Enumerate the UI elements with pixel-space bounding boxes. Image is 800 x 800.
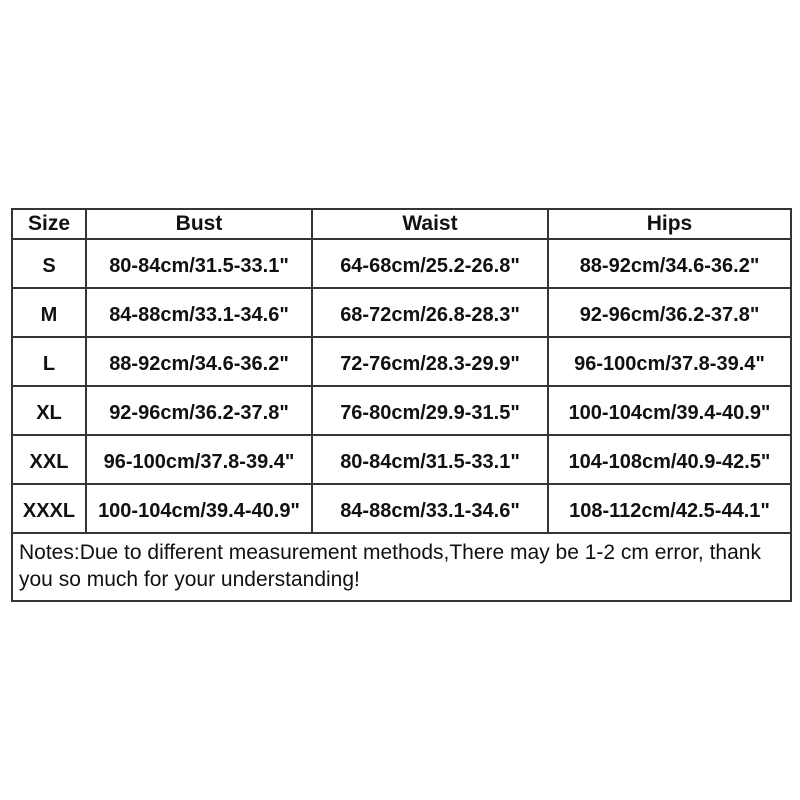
waist-cell: 72-76cm/28.3-29.9" — [312, 337, 548, 386]
notes-line-2: you so much for your understanding! — [19, 568, 360, 591]
size-cell: L — [12, 337, 86, 386]
waist-cell: 64-68cm/25.2-26.8" — [312, 239, 548, 288]
notes-row — [12, 533, 791, 601]
notes-cell — [12, 533, 791, 601]
size-chart-table — [11, 208, 792, 602]
bust-cell: 96-100cm/37.8-39.4" — [86, 435, 312, 484]
hips-cell: 100-104cm/39.4-40.9" — [548, 386, 791, 435]
column-header-bust: Bust — [86, 209, 312, 239]
table-row-m — [12, 288, 791, 337]
hips-cell: 92-96cm/36.2-37.8" — [548, 288, 791, 337]
table-row-xxxl — [12, 484, 791, 533]
table-row-s — [12, 239, 791, 288]
hips-cell: 96-100cm/37.8-39.4" — [548, 337, 791, 386]
table-row-xxl — [12, 435, 791, 484]
bust-cell: 92-96cm/36.2-37.8" — [86, 386, 312, 435]
bust-cell: 88-92cm/34.6-36.2" — [86, 337, 312, 386]
waist-cell: 84-88cm/33.1-34.6" — [312, 484, 548, 533]
size-cell: M — [12, 288, 86, 337]
column-header-waist: Waist — [312, 209, 548, 239]
hips-cell: 104-108cm/40.9-42.5" — [548, 435, 791, 484]
bust-cell: 84-88cm/33.1-34.6" — [86, 288, 312, 337]
column-header-hips: Hips — [548, 209, 791, 239]
notes-line-1: Notes:Due to different measurement methods,There may be 1-2 cm error, thank — [19, 541, 761, 564]
size-cell: XL — [12, 386, 86, 435]
size-cell: S — [12, 239, 86, 288]
bust-cell: 100-104cm/39.4-40.9" — [86, 484, 312, 533]
bust-cell: 80-84cm/31.5-33.1" — [86, 239, 312, 288]
size-cell: XXXL — [12, 484, 86, 533]
waist-cell: 76-80cm/29.9-31.5" — [312, 386, 548, 435]
table-row-l — [12, 337, 791, 386]
table-row-xl — [12, 386, 791, 435]
waist-cell: 80-84cm/31.5-33.1" — [312, 435, 548, 484]
waist-cell: 68-72cm/26.8-28.3" — [312, 288, 548, 337]
size-cell: XXL — [12, 435, 86, 484]
header-row — [12, 209, 791, 239]
column-header-size: Size — [12, 209, 86, 239]
hips-cell: 108-112cm/42.5-44.1" — [548, 484, 791, 533]
hips-cell: 88-92cm/34.6-36.2" — [548, 239, 791, 288]
